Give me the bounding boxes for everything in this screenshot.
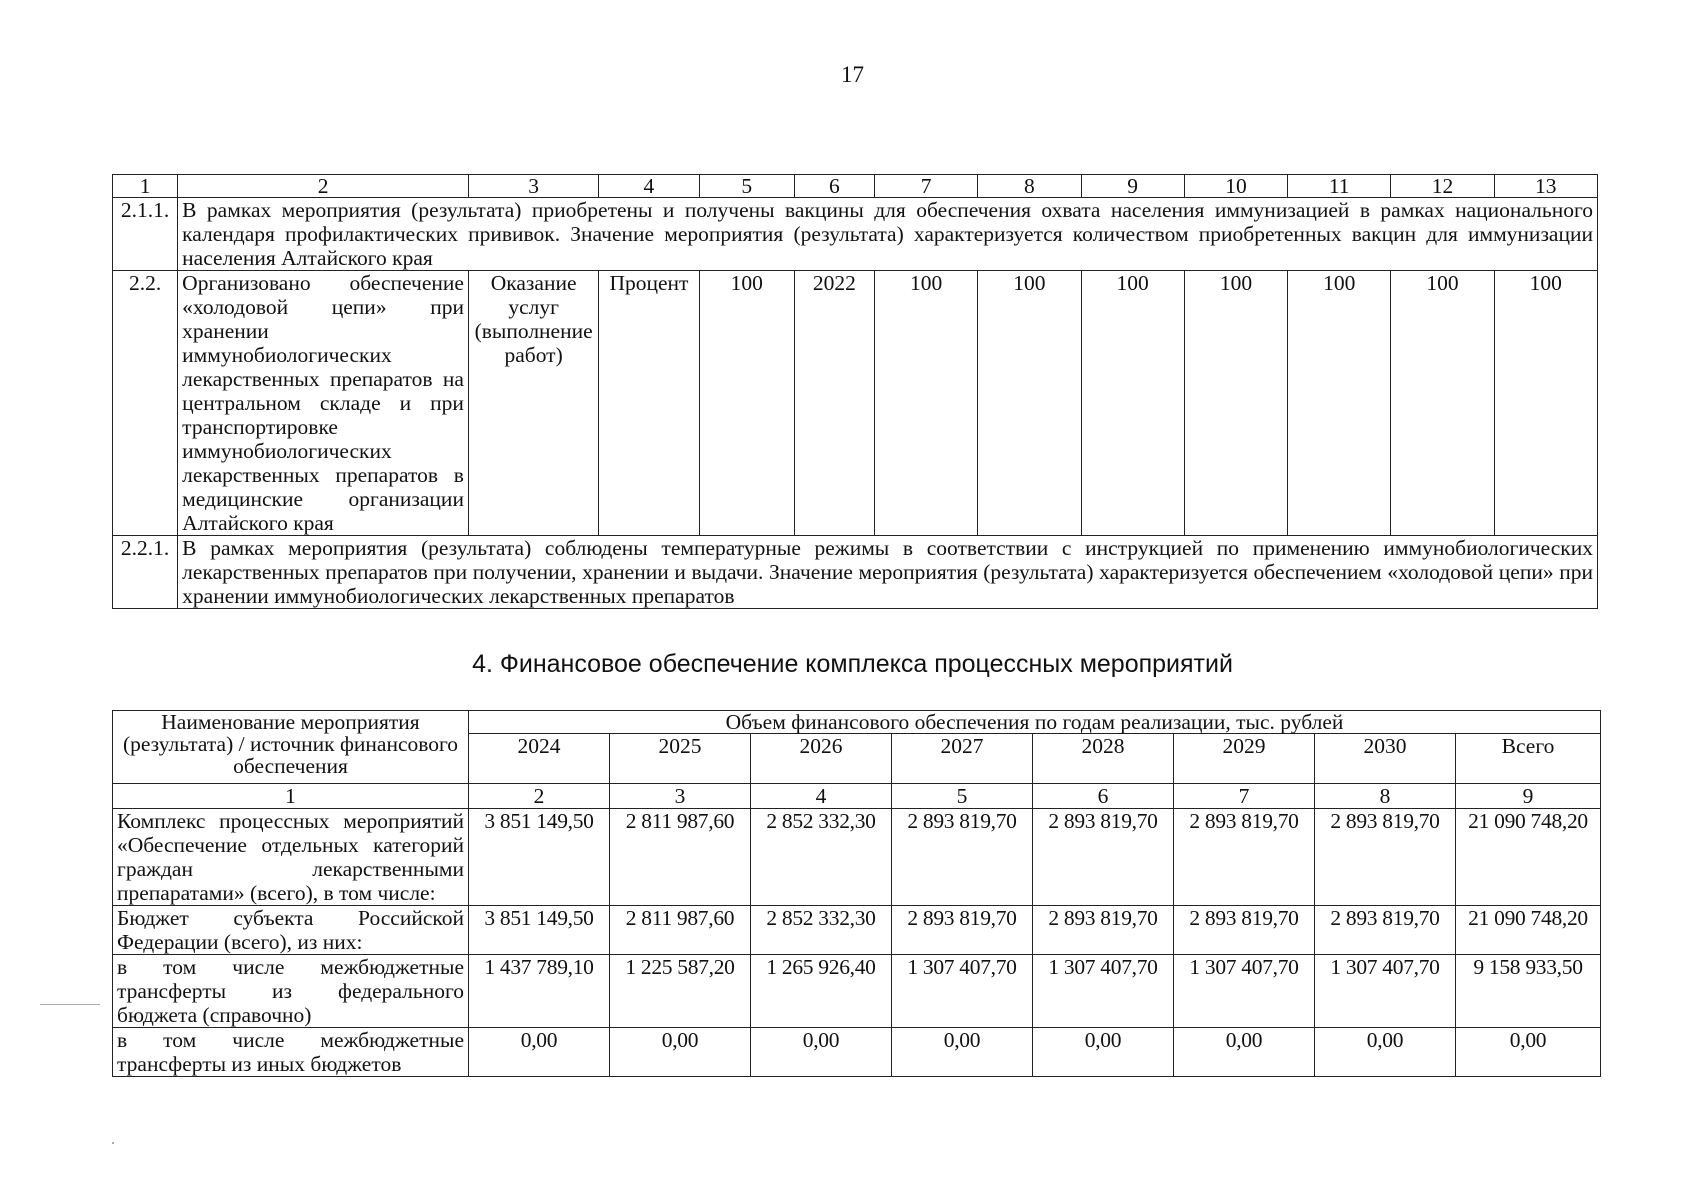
year-header: 2026 [751,734,892,784]
year-header: 2030 [1315,734,1456,784]
row-value: 100 [1081,271,1184,536]
row-value: 0,00 [610,1028,751,1077]
scan-artifact-dash [40,1004,100,1005]
row-unit: Процент [599,271,699,536]
row-value: 2 893 819,70 [1315,906,1456,955]
row-value: 0,00 [1033,1028,1174,1077]
row-value: 1 225 587,20 [610,955,751,1028]
row-value: 3 851 149,50 [469,809,610,906]
year-header: 2028 [1033,734,1174,784]
column-number: 5 [892,784,1033,809]
row-value: 2 893 819,70 [1174,809,1315,906]
row-value: 2 811 987,60 [610,906,751,955]
column-number: 6 [1033,784,1174,809]
row-value: 2 893 819,70 [1315,809,1456,906]
row-value: 100 [1288,271,1391,536]
row-name: Организовано обеспечение «холодовой цепи» при хранении иммунобиологических лекарственных препаратов на центральном складе и при транспортировке иммунобиологических лекарственных препаратов в медицинские организации Алтайского края [178,271,469,536]
row-value: 2 893 819,70 [892,809,1033,906]
table-row [113,906,1601,955]
row-value: 100 [875,271,978,536]
row-value: 100 [1494,271,1597,536]
table-row [113,955,1601,1028]
column-number: 4 [751,784,892,809]
year-header: 2025 [610,734,751,784]
row-value: 2 852 332,30 [751,809,892,906]
row-id: 2.2.1. [113,536,178,609]
year-header: Всего [1456,734,1601,784]
column-number: 7 [1174,784,1315,809]
row-base-year: 2022 [794,271,874,536]
page-number: 17 [841,62,864,87]
column-number: 13 [1494,175,1597,198]
column-number: 12 [1391,175,1494,198]
scan-artifact-dot [112,1142,114,1144]
column-numbers-row [113,175,1598,198]
column-number: 5 [699,175,794,198]
row-name: Бюджет субъекта Российской Федерации (всего), из них: [113,906,469,955]
row-value: 100 [1391,271,1494,536]
column-number: 2 [469,784,610,809]
row-note: В рамках мероприятия (результата) приобретены и получены вакцины для обеспечения охвата населения иммунизацией в рамках национального календаря профилактических прививок. Значение мероприятия (результата) характеризуется количеством приобретенных вакцин для иммунизации населения Алтайского края [178,198,1598,271]
row-value: 0,00 [751,1028,892,1077]
header-row [113,711,1601,734]
row-id: 2.2. [113,271,178,536]
row-name: в том числе межбюджетные трансферты из федерального бюджета (справочно) [113,955,469,1028]
row-note: В рамках мероприятия (результата) соблюдены температурные режимы в соответствии с инструкцией по применению иммунобиологических лекарственных препаратов при получении, хранении и выдачи. Значение мероприятия (результата) характеризуется обеспечением «холодовой цепи» при хранении иммунобиологических лекарственных препаратов [178,536,1598,609]
table-row [113,536,1598,609]
section-title: 4. Финансовое обеспечение комплекса процессных мероприятий [472,650,1233,678]
row-value: 1 307 407,70 [1174,955,1315,1028]
row-value: 0,00 [469,1028,610,1077]
financing-table [112,710,1601,1077]
row-value: 1 265 926,40 [751,955,892,1028]
column-number: 4 [599,175,699,198]
column-number: 3 [610,784,751,809]
column-number: 11 [1288,175,1391,198]
row-total: 21 090 748,20 [1456,906,1601,955]
volume-header: Объем финансового обеспечения по годам реализации, тыс. рублей [469,711,1601,734]
row-value: 0,00 [1174,1028,1315,1077]
column-number: 1 [113,175,178,198]
row-value: 1 307 407,70 [1033,955,1174,1028]
indicators-table [112,174,1598,609]
column-number: 1 [113,784,469,809]
row-value: 2 893 819,70 [1033,906,1174,955]
row-value: 1 437 789,10 [469,955,610,1028]
row-value: 2 852 332,30 [751,906,892,955]
year-header: 2027 [892,734,1033,784]
row-service-type: Оказание услуг (выполнение работ) [468,271,598,536]
column-number: 10 [1184,175,1287,198]
row-value: 100 [1184,271,1287,536]
year-header: 2029 [1174,734,1315,784]
row-value: 0,00 [892,1028,1033,1077]
column-number: 8 [978,175,1081,198]
row-total: 21 090 748,20 [1456,809,1601,906]
row-base-value: 100 [699,271,794,536]
column-number: 9 [1456,784,1601,809]
row-value: 100 [978,271,1081,536]
column-number: 9 [1081,175,1184,198]
column-number: 3 [468,175,598,198]
column-number: 2 [178,175,469,198]
row-value: 1 307 407,70 [1315,955,1456,1028]
row-name: Комплекс процессных мероприятий «Обеспечение отдельных категорий граждан лекарственными препаратами» (всего), в том числе: [113,809,469,906]
row-name: в том числе межбюджетные трансферты из иных бюджетов [113,1028,469,1077]
row-id: 2.1.1. [113,198,178,271]
row-total: 0,00 [1456,1028,1601,1077]
column-number: 6 [794,175,874,198]
table-row [113,198,1598,271]
row-value: 2 893 819,70 [892,906,1033,955]
table-row [113,1028,1601,1077]
table-row [113,809,1601,906]
column-number: 8 [1315,784,1456,809]
column-numbers-row [113,784,1601,809]
row-value: 2 811 987,60 [610,809,751,906]
table-row [113,271,1598,536]
row-value: 2 893 819,70 [1033,809,1174,906]
row-total: 9 158 933,50 [1456,955,1601,1028]
name-header: Наименование мероприятия (результата) / источник финансового обеспечения [113,711,469,784]
row-value: 2 893 819,70 [1174,906,1315,955]
row-value: 1 307 407,70 [892,955,1033,1028]
row-value: 0,00 [1315,1028,1456,1077]
column-number: 7 [875,175,978,198]
year-header: 2024 [469,734,610,784]
row-value: 3 851 149,50 [469,906,610,955]
